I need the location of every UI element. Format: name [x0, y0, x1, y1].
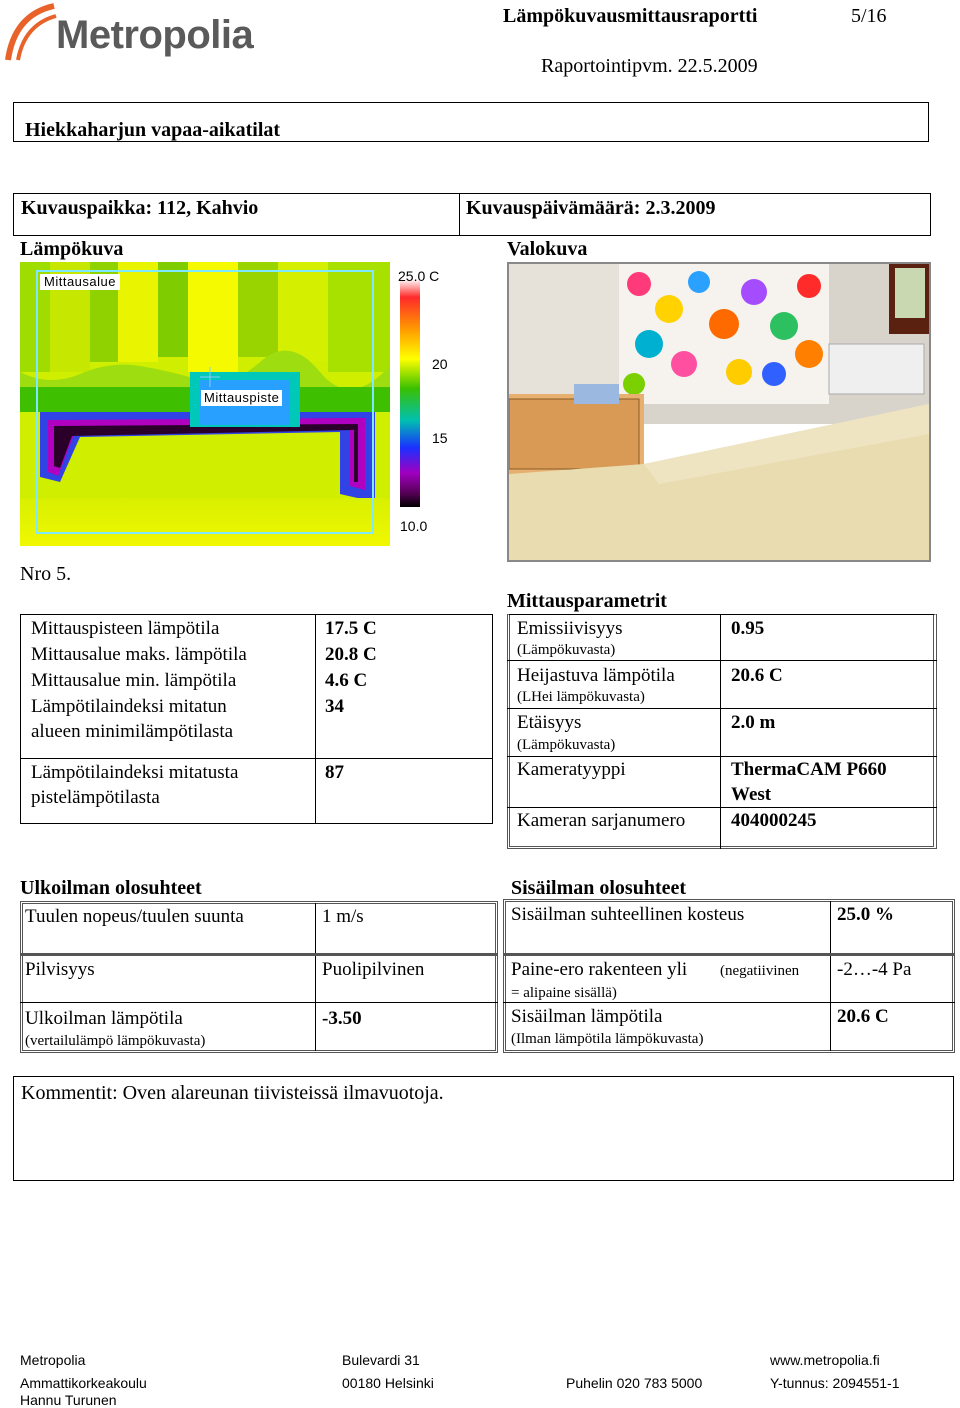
indoor-heading: Sisäilman olosuhteet [511, 877, 687, 899]
distance-sub: (Lämpökuvasta) [517, 737, 616, 753]
page-number: 5/16 [851, 5, 887, 27]
distance-label: Etäisyys [517, 712, 582, 733]
site-title: Hiekkaharjun vapaa-aikatilat [25, 119, 281, 141]
emissivity-sub: (Lämpökuvasta) [517, 642, 616, 658]
camera-value-2: West [731, 784, 772, 805]
outdoor-temp-sub: (vertailulämpö lämpökuvasta) [25, 1033, 206, 1049]
footer-business-id: Y-tunnus: 2094551-1 [770, 1375, 900, 1391]
thermal-heading: Lämpökuva [20, 238, 124, 260]
distance-value: 2.0 m [731, 712, 776, 733]
report-date: Raportointipvm. 22.5.2009 [541, 55, 758, 77]
pressure-label: Paine-ero rakenteen yli [511, 959, 688, 980]
humidity-value: 25.0 % [837, 904, 894, 925]
comment-box [13, 1076, 954, 1181]
photo-image [507, 262, 931, 562]
pressure-sub: = alipaine sisällä) [511, 985, 617, 1001]
area-min-value: 4.6 C [325, 670, 368, 691]
logo-mark-icon [4, 2, 64, 64]
outdoor-temp-value: -3.50 [322, 1008, 362, 1029]
footer-person: Hannu Turunen [20, 1392, 117, 1408]
footer-org2: Ammattikorkeakoulu [20, 1375, 147, 1391]
area-label: Mittausalue [40, 274, 120, 290]
location-box [13, 193, 931, 236]
emissivity-label: Emissiivisyys [517, 618, 623, 639]
pressure-label-small: (negatiivinen [720, 963, 800, 979]
area-index-value: 34 [325, 696, 344, 717]
footer-address1: Bulevardi 31 [342, 1352, 420, 1368]
emissivity-value: 0.95 [731, 618, 765, 639]
record-number: Nro 5. [20, 563, 72, 585]
serial-value: 404000245 [731, 810, 817, 831]
cloud-value: Puolipilvinen [322, 959, 425, 980]
footer-web-link[interactable]: www.metropolia.fi [770, 1352, 880, 1368]
area-max-value: 20.8 C [325, 644, 377, 665]
camera-label: Kameratyyppi [517, 759, 626, 780]
outdoor-heading: Ulkoilman olosuhteet [20, 877, 202, 899]
logo-text: Metropolia [56, 13, 254, 57]
report-title: Lämpökuvausmittausraportti [503, 5, 758, 27]
site-title-box [13, 102, 929, 142]
scale-max: 25.0 C [398, 268, 440, 284]
scale-tick-15: 15 [432, 430, 448, 446]
footer-phone: Puhelin 020 783 5000 [566, 1375, 703, 1391]
pressure-value: -2…-4 Pa [837, 959, 912, 980]
reflected-sub: (LHei lämpökuvasta) [517, 689, 645, 705]
comment-text: Kommentit: Oven alareunan tiivisteissä ilmavuotoja. [21, 1082, 444, 1104]
area-max-label: Mittausalue maks. lämpötila [31, 644, 247, 665]
area-index-label-2: alueen minimilämpötilasta [31, 721, 234, 742]
location: Kuvauspaikka: 112, Kahvio [21, 197, 259, 219]
humidity-label: Sisäilman suhteellinen kosteus [511, 904, 745, 925]
spot-label: Mittauspiste [201, 390, 282, 406]
wind-value: 1 m/s [322, 906, 364, 927]
scale-tick-20: 20 [432, 356, 448, 372]
camera-value-1: ThermaCAM P660 [731, 759, 887, 780]
indoor-temp-value: 20.6 C [837, 1006, 889, 1027]
params-heading: Mittausparametrit [507, 590, 667, 612]
logo [4, 2, 274, 64]
indoor-temp-label: Sisäilman lämpötila [511, 1006, 663, 1027]
footer-org: Metropolia [20, 1352, 86, 1368]
wind-label: Tuulen nopeus/tuulen suunta [25, 906, 244, 927]
cloud-label: Pilvisyys [25, 959, 95, 980]
spot-temp-label: Mittauspisteen lämpötila [31, 618, 220, 639]
thermal-image [20, 262, 493, 546]
shoot-date: Kuvauspäivämäärä: 2.3.2009 [466, 197, 716, 219]
photo-heading: Valokuva [507, 238, 588, 260]
area-min-label: Mittausalue min. lämpötila [31, 670, 237, 691]
reflected-value: 20.6 C [731, 665, 783, 686]
reflected-label: Heijastuva lämpötila [517, 665, 675, 686]
spot-index-value: 87 [325, 762, 344, 783]
spot-index-label-2: pistelämpötilasta [31, 787, 160, 808]
outdoor-temp-label: Ulkoilman lämpötila [25, 1008, 183, 1029]
scale-min: 10.0 [400, 518, 428, 534]
footer-address2: 00180 Helsinki [342, 1375, 434, 1391]
area-index-label-1: Lämpötilaindeksi mitatun [31, 696, 227, 717]
indoor-temp-sub: (Ilman lämpötila lämpökuvasta) [511, 1031, 704, 1047]
spot-temp-value: 17.5 C [325, 618, 377, 639]
spot-index-label-1: Lämpötilaindeksi mitatusta [31, 762, 239, 783]
serial-label: Kameran sarjanumero [517, 810, 686, 831]
